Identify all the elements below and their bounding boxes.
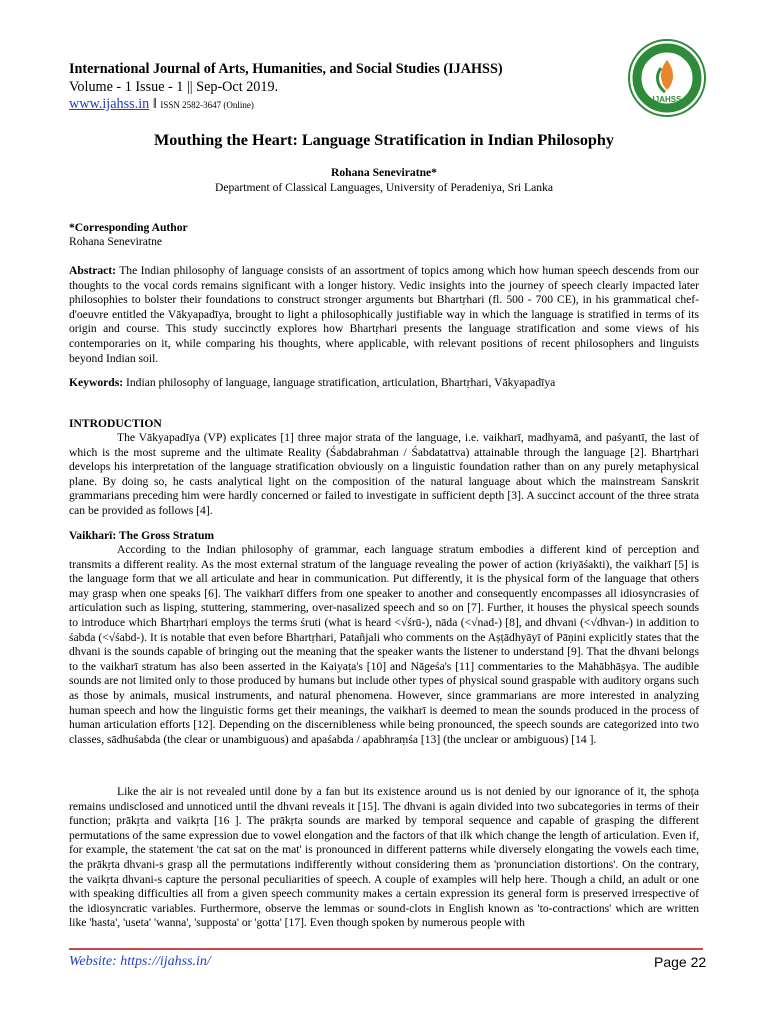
journal-website-link[interactable]: www.ijahss.in [69,96,150,112]
section-heading: Vaikharī: The Gross Stratum [69,529,215,542]
author-affiliation: Department of Classical Languages, University of Peradeniya, Sri Lanka [214,181,554,194]
section-paragraph-2 [69,785,699,931]
keywords-text: Indian philosophy of language, language stratification, articulation, Bhartṛhari, Vākyapadīya [126,376,556,389]
intro-text: The Vākyapadīya (VP) explicates [1] three major strata of the language, i.e. vaikharī, madhyamā, and paśyantī, the last of which is the most supreme and the ultimate Reality (Śabdabrahman / Śabdatattva) attainable through the language [2]. Bhartṛhari develops his interpretation of the language stratification obviously on a linguistic foundation rather than on any purely metaphysical plane. By doing so, he casts analytical light on the composition of the natural language about which the mainstream Sanskrit grammarians preceding him were hardly concerned or failed to investigate in sufficient depth [3]. A succinct account of the three strata can be provided as follows [4]. [69,431,699,517]
author-name: Rohana Seneviratne* [331,166,437,179]
footer-website[interactable]: Website: https://ijahss.in/ [69,954,211,969]
corresponding-name: Rohana Seneviratne [69,235,163,248]
intro-heading: INTRODUCTION [69,417,162,430]
paper-title: Mouthing the Heart: Language Stratification in Indian Philosophy [153,131,615,149]
issn: ISSN 2582-3647 (Online) [160,100,254,110]
journal-website-line [69,96,254,113]
page-number: Page 22 [654,954,707,970]
footer-rule [69,948,703,950]
keywords-label: Keywords: [69,376,124,389]
abstract-label: Abstract: [69,264,117,277]
journal-volume: Volume - 1 Issue - 1 || Sep-Oct 2019. [69,79,279,95]
keywords [69,376,699,391]
logo-text: IJAHSS [652,95,682,104]
journal-logo-icon [627,38,707,118]
intro-paragraph [69,431,699,519]
section-text-2: Like the air is not revealed until done by a fan but its existence around us is not denied by our ignorance of it, the sphoṭa remains undisclosed and unnoticed until the dhvani reveals it [15]. The dhvani is again divided into two subcategories in terms of their function; prākṛta and vaikṛta [16 ]. The prākṛta sounds are marked by temporal sequence and capable of grasping the different permutations of the same expression due to vowel elongation and the factors of that ilk which change the length of articulation. Even if, for example, the statement 'the cat sat on the mat' is pronounced in different patterns while diversely elongating the vowels each time, the prākṛta dhvani-s grasp all the permutations indifferently without considering them as 'pronunciation distortions'. On the contrary, the vaikṛta dhvani-s capture the personal peculiarities of speech. A couple of examples will help here. Though a child, an adult or one with speaking difficulties all from a given speech community makes a certain expression its general form is preserved irrespective of the idiosyncratic variables. Furthermore, observe the lemmas or sound-clots in English known as 'to-contractions' which are written like 'hasta', 'useta' 'wanna', 'supposta' or 'gotta' [17]. Even though spoken by numerous people with [69,785,699,930]
abstract-text: The Indian philosophy of language consists of an assortment of topics among which how human speech descends from our thoughts to the vocal cords remains significant with a longer history. Vedic insights into the journey of speech clearly impacted later philosophies to bolster their foundations to construct stronger arguments but Bhartṛhari (fl. 500 - 700 CE), in his grammatical chef-d'oeuvre entitled the Vākyapadīya, brought to light a philosophically justifiable way in which the language is stratified in terms of its origin and course. This study succinctly explores how Bhartṛhari presents the language stratification and some views of his contemporaries on it, while comparing his thoughts, where applicable, with relevant positions of recent philosophers and linguists beyond Indian soil. [69,264,699,365]
section-paragraph-1 [69,543,699,747]
separator: ‖ [152,96,161,112]
abstract [69,264,699,366]
journal-title: International Journal of Arts, Humanities, and Social Studies (IJAHSS) [69,61,503,77]
corresponding-label: *Corresponding Author [69,221,188,234]
section-text-1: According to the Indian philosophy of grammar, each language stratum embodies a different kind of perception and transmits a different reality. As the most external stratum of the language revealing the power of action (kriyāśakti), the vaikharī [5] is the language form that we all articulate and hear in communication. Put differently, it is the physical form of the language that others may grasp when one speaks [6]. The vaikharī differs from one speaker to another and consequently encompasses all idiosyncrasies of articulation such as lisping, stuttering, stammering, over-nasalized speech and so on [7]. Further, it houses the physical speech sounds to introduce which Bhartṛhari employs the terms śruti (what is heard <√śrū-), nāda (<√nad-) [8], and dhvani (<√dhvan-) in addition to śabda (<√śabd-). It is notable that even before Bhartṛhari, Patañjali who comments on the Aṣṭādhyāyī of Pāṇini explicitly states that the dhvani is the sounds capable of bringing out the meaning that the speaker wants the listener to understand [9]. That the dhvani belongs to the vaikharī stratum has also been asserted in the Kaiyaṭa's [10] and Nāgeśa's [11] commentaries to the Mahābhāṣya. The audible sounds are not limited only to those produced by humans but include other types of physical sound graspable with auditory organs such as those by animals, musical instruments, and natural phenomena. However, since grammarians are more interested in analyzing human speech and how the linguistic forms get their meanings, the vaikharī is deemed to mean the sounds produced in the process of human articulation efforts [12]. Depending on the discernibleness while being pronounced, the speech sounds are categorized into two classes, sādhuśabda (the clear or unambiguous) and apaśabda / apabhraṃśa [13] (the unclear or ambiguous) [14 ]. [69,543,699,746]
